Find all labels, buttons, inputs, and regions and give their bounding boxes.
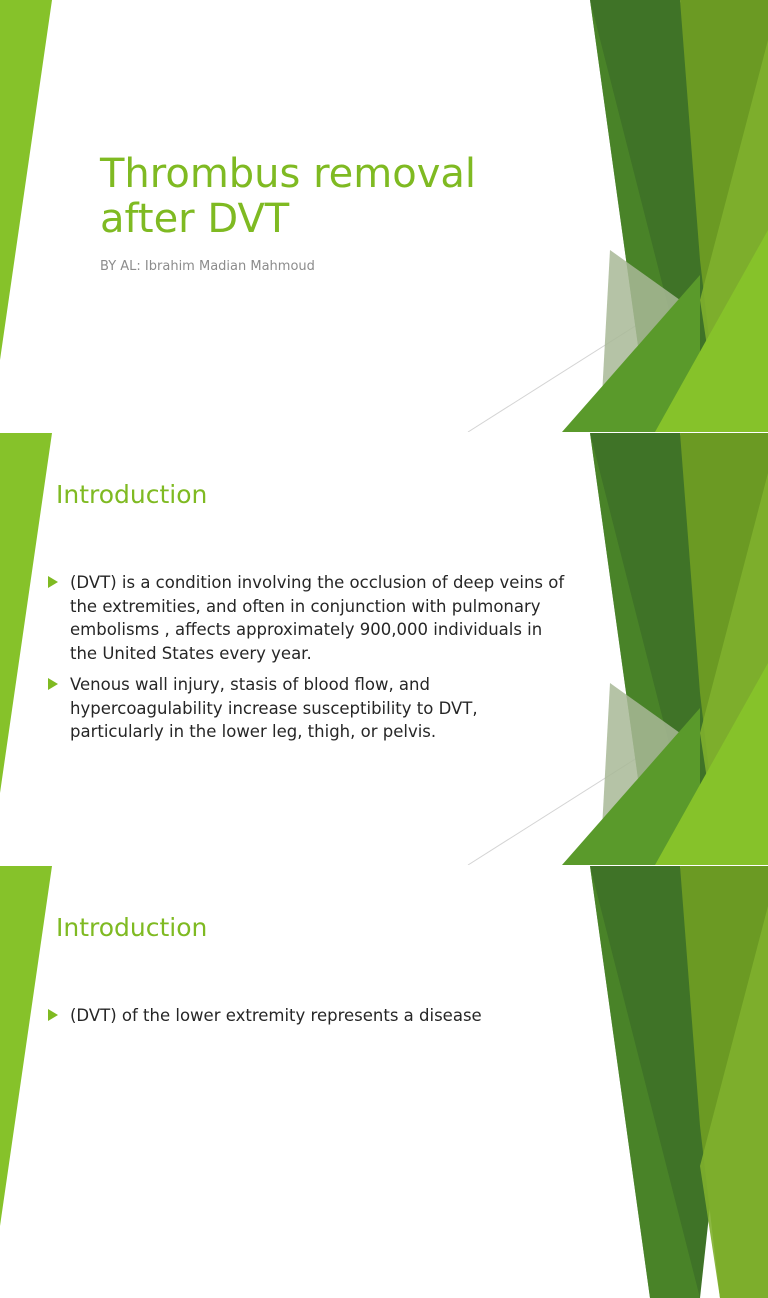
- slide-1-title: Thrombus removal after DVT: [100, 151, 476, 242]
- bullet-arrow-icon: [48, 1009, 58, 1021]
- slide-2-title: Introduction: [56, 480, 208, 509]
- slide-3-title: Introduction: [56, 913, 208, 942]
- bullet-item: [46, 571, 566, 665]
- slide-3: [0, 866, 768, 1298]
- slide-1-subtitle: BY AL: Ibrahim Madian Mahmoud: [100, 259, 315, 274]
- slide-1: [0, 0, 768, 432]
- bullet-arrow-icon: [48, 576, 58, 588]
- slide-3-bullet-list: [46, 1004, 566, 1036]
- bullet-text: Venous wall injury, stasis of blood flow, and hypercoagulability increase susceptibility to DVT, particularly in the lower leg, thigh, or pelvis.: [70, 675, 478, 741]
- bullet-item: [46, 673, 566, 744]
- slide-2-bullet-list: [46, 571, 566, 752]
- bullet-text: (DVT) of the lower extremity represents a disease: [70, 1006, 482, 1025]
- slide-2: [0, 433, 768, 865]
- bullet-text: (DVT) is a condition involving the occlusion of deep veins of the extremities, and often in conjunction with pulmonary embolisms , affects approximately 900,000 individuals in the United States every year.: [70, 573, 565, 663]
- bullet-arrow-icon: [48, 678, 58, 690]
